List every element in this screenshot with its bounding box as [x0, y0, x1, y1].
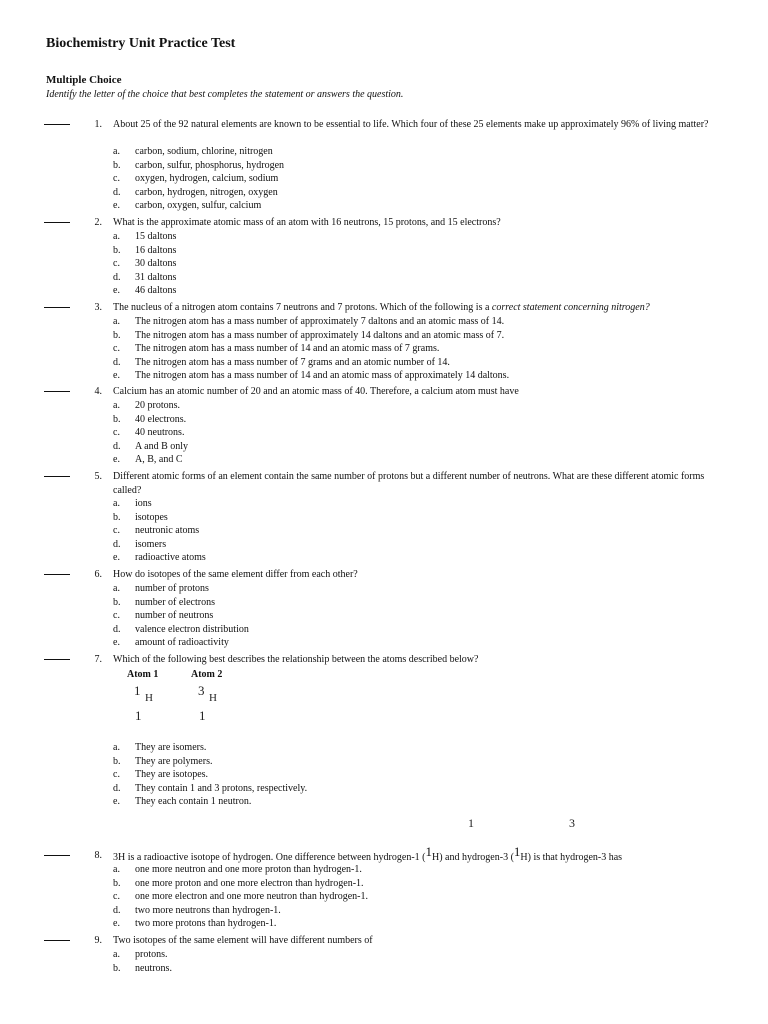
answer-blank[interactable] — [44, 222, 70, 223]
question-text: Which of the following best describes the relationship between the atoms described below? — [113, 654, 479, 665]
option-text: radioactive atoms — [135, 552, 206, 563]
option-text: They each contain 1 neutron. — [135, 796, 252, 807]
option-text: 31 daltons — [135, 271, 177, 283]
option-text: oxygen, hydrogen, calcium, sodium — [135, 173, 279, 184]
question-text-main: The nucleus of a nitrogen atom contains 7 neutrons and 7 protons. Which of the following is a — [113, 302, 490, 313]
option-letter: e. — [113, 285, 120, 296]
option-letter: d. — [113, 904, 121, 916]
answer-blank[interactable] — [44, 855, 70, 856]
floating-number-3: 3 — [569, 816, 575, 830]
option-text: two more neutrons than hydrogen-1. — [135, 904, 281, 916]
option-letter: a. — [113, 498, 120, 509]
option-text: ions — [135, 498, 152, 509]
option-letter: b. — [113, 962, 121, 974]
section-heading: Multiple Choice — [46, 74, 122, 86]
question-number: 3. — [94, 302, 102, 313]
superscript-1b: 1 — [513, 844, 521, 859]
option-text: The nitrogen atom has a mass number of 14 and an atomic mass of 7 grams. — [135, 343, 440, 354]
option-letter: a. — [113, 742, 120, 753]
option-letter: b. — [113, 511, 121, 523]
answer-blank[interactable] — [44, 940, 70, 941]
option-letter: c. — [113, 343, 120, 354]
question-number: 2. — [94, 217, 102, 228]
option-letter: e. — [113, 637, 120, 648]
option-letter: b. — [113, 755, 121, 767]
option-text: valence electron distribution — [135, 623, 249, 635]
option-letter: c. — [113, 525, 120, 536]
option-text: They are isomers. — [135, 742, 207, 753]
option-text: 30 daltons — [135, 258, 177, 269]
option-text: two more protons than hydrogen-1. — [135, 918, 277, 929]
option-text: neutrons. — [135, 962, 172, 974]
option-text: amount of radioactivity — [135, 637, 229, 648]
atom-2-atomic-number: 1 — [199, 708, 206, 723]
option-letter: e. — [113, 796, 120, 807]
question-text-part-b: H) and hydrogen-3 ( — [431, 852, 514, 863]
question-7 — [0, 653, 768, 813]
question-number: 9. — [94, 935, 102, 946]
option-text: number of electrons — [135, 596, 215, 608]
option-letter: b. — [113, 329, 121, 341]
option-text: They contain 1 and 3 protons, respectively. — [135, 782, 308, 794]
option-text: They are polymers. — [135, 755, 213, 767]
question-number: 8. — [94, 850, 102, 861]
question-number: 5. — [94, 471, 102, 482]
option-letter: e. — [113, 454, 120, 465]
option-letter: c. — [113, 427, 120, 438]
option-letter: c. — [113, 610, 120, 621]
option-text: neutronic atoms — [135, 525, 200, 536]
atom-2-mass-number: 3 — [198, 683, 205, 698]
question-text-part-a: 3H is a radioactive isotope of hydrogen. One difference between hydrogen-1 ( — [113, 852, 426, 863]
option-letter: d. — [113, 271, 121, 283]
option-letter: c. — [113, 769, 120, 780]
option-letter: a. — [113, 583, 120, 594]
question-text: Calcium has an atomic number of 20 and an atomic mass of 40. Therefore, a calcium atom must have — [113, 386, 519, 397]
option-text: The nitrogen atom has a mass number of approximately 14 daltons and an atomic mass of 7. — [135, 329, 505, 341]
option-letter: e. — [113, 200, 120, 211]
option-letter: b. — [113, 413, 121, 425]
question-number: 7. — [94, 654, 102, 665]
option-letter: b. — [113, 877, 121, 889]
option-letter: d. — [113, 186, 121, 198]
question-number: 6. — [94, 569, 102, 580]
option-text: 40 electrons. — [135, 413, 187, 425]
question-text-part-c: H) is that hydrogen-3 has — [520, 852, 623, 863]
atom-1-mass-number: 1 — [134, 683, 141, 698]
option-text: one more proton and one more electron than hydrogen-1. — [135, 877, 364, 889]
option-text: A, B, and C — [135, 454, 183, 465]
option-text: 16 daltons — [135, 244, 177, 256]
atom-1-symbol: H — [145, 692, 153, 704]
option-letter: d. — [113, 538, 121, 550]
option-text: carbon, sulfur, phosphorus, hydrogen — [135, 159, 285, 171]
option-letter: c. — [113, 891, 120, 902]
option-letter: d. — [113, 782, 121, 794]
instructions: Identify the letter of the choice that best completes the statement or answers the question. — [46, 89, 404, 100]
option-letter: a. — [113, 316, 120, 327]
option-letter: b. — [113, 596, 121, 608]
question-text: Different atomic forms of an element contain the same number of protons but a different number of neutrons. What are these different atomic forms called? — [113, 471, 705, 496]
option-letter: b. — [113, 159, 121, 171]
question-number: 4. — [94, 386, 102, 397]
question-text: Two isotopes of the same element will have different numbers of — [113, 935, 373, 946]
answer-blank[interactable] — [44, 574, 70, 575]
option-letter: e. — [113, 370, 120, 381]
option-letter: e. — [113, 918, 120, 929]
option-letter: a. — [113, 949, 120, 960]
option-letter: a. — [113, 146, 120, 157]
option-text: 40 neutrons. — [135, 427, 185, 438]
option-letter: d. — [113, 440, 121, 452]
option-text: The nitrogen atom has a mass number of 7 grams and an atomic number of 14. — [135, 356, 450, 368]
option-letter: a. — [113, 231, 120, 242]
option-letter: d. — [113, 623, 121, 635]
atom-2-symbol: H — [209, 692, 217, 704]
option-letter: a. — [113, 400, 120, 411]
option-text: carbon, sodium, chlorine, nitrogen — [135, 146, 273, 157]
option-letter: c. — [113, 173, 120, 184]
atom-1-atomic-number: 1 — [135, 708, 142, 723]
option-text: The nitrogen atom has a mass number of approximately 7 daltons and an atomic mass of 14. — [135, 316, 505, 327]
option-letter: c. — [113, 258, 120, 269]
option-text: protons. — [135, 949, 168, 960]
floating-number-1: 1 — [468, 816, 474, 830]
option-text: number of neutrons — [135, 610, 214, 621]
question-text: How do isotopes of the same element differ from each other? — [113, 569, 358, 580]
option-letter: e. — [113, 552, 120, 563]
option-text: 15 daltons — [135, 231, 177, 242]
option-text: carbon, hydrogen, nitrogen, oxygen — [135, 186, 278, 198]
question-number: 1. — [94, 119, 102, 130]
question-text-emphasis: correct statement concerning nitrogen? — [491, 302, 650, 313]
atom-2-label: Atom 2 — [191, 669, 223, 680]
superscript-1: 1 — [425, 844, 432, 859]
option-text: isomers — [135, 538, 167, 550]
question-text — [113, 301, 725, 315]
option-text: A and B only — [135, 440, 189, 452]
option-text: one more neutron and one more proton than hydrogen-1. — [135, 864, 362, 875]
answer-blank[interactable] — [44, 659, 70, 660]
option-text: They are isotopes. — [135, 769, 209, 780]
answer-blank[interactable] — [44, 391, 70, 392]
question-text: What is the approximate atomic mass of an atom with 16 neutrons, 15 protons, and 15 electrons? — [113, 217, 501, 228]
option-text: 46 daltons — [135, 285, 177, 296]
option-text: 20 protons. — [135, 400, 180, 411]
option-text: number of protons — [135, 583, 209, 594]
answer-blank[interactable] — [44, 307, 70, 308]
question-text: About 25 of the 92 natural elements are known to be essential to life. Which four of these 25 elements make up approximately 96% of living matter? — [113, 119, 709, 130]
answer-blank[interactable] — [44, 124, 70, 125]
answer-blank[interactable] — [44, 476, 70, 477]
option-letter: a. — [113, 864, 120, 875]
option-text: isotopes — [135, 511, 168, 523]
option-text: The nitrogen atom has a mass number of 14 and an atomic mass of approximately 14 daltons. — [135, 370, 510, 381]
page-title: Biochemistry Unit Practice Test — [46, 36, 236, 51]
option-letter: b. — [113, 244, 121, 256]
option-text: carbon, oxygen, sulfur, calcium — [135, 200, 262, 211]
option-letter: d. — [113, 356, 121, 368]
option-text: one more electron and one more neutron than hydrogen-1. — [135, 891, 368, 902]
atom-1-label: Atom 1 — [127, 669, 159, 680]
